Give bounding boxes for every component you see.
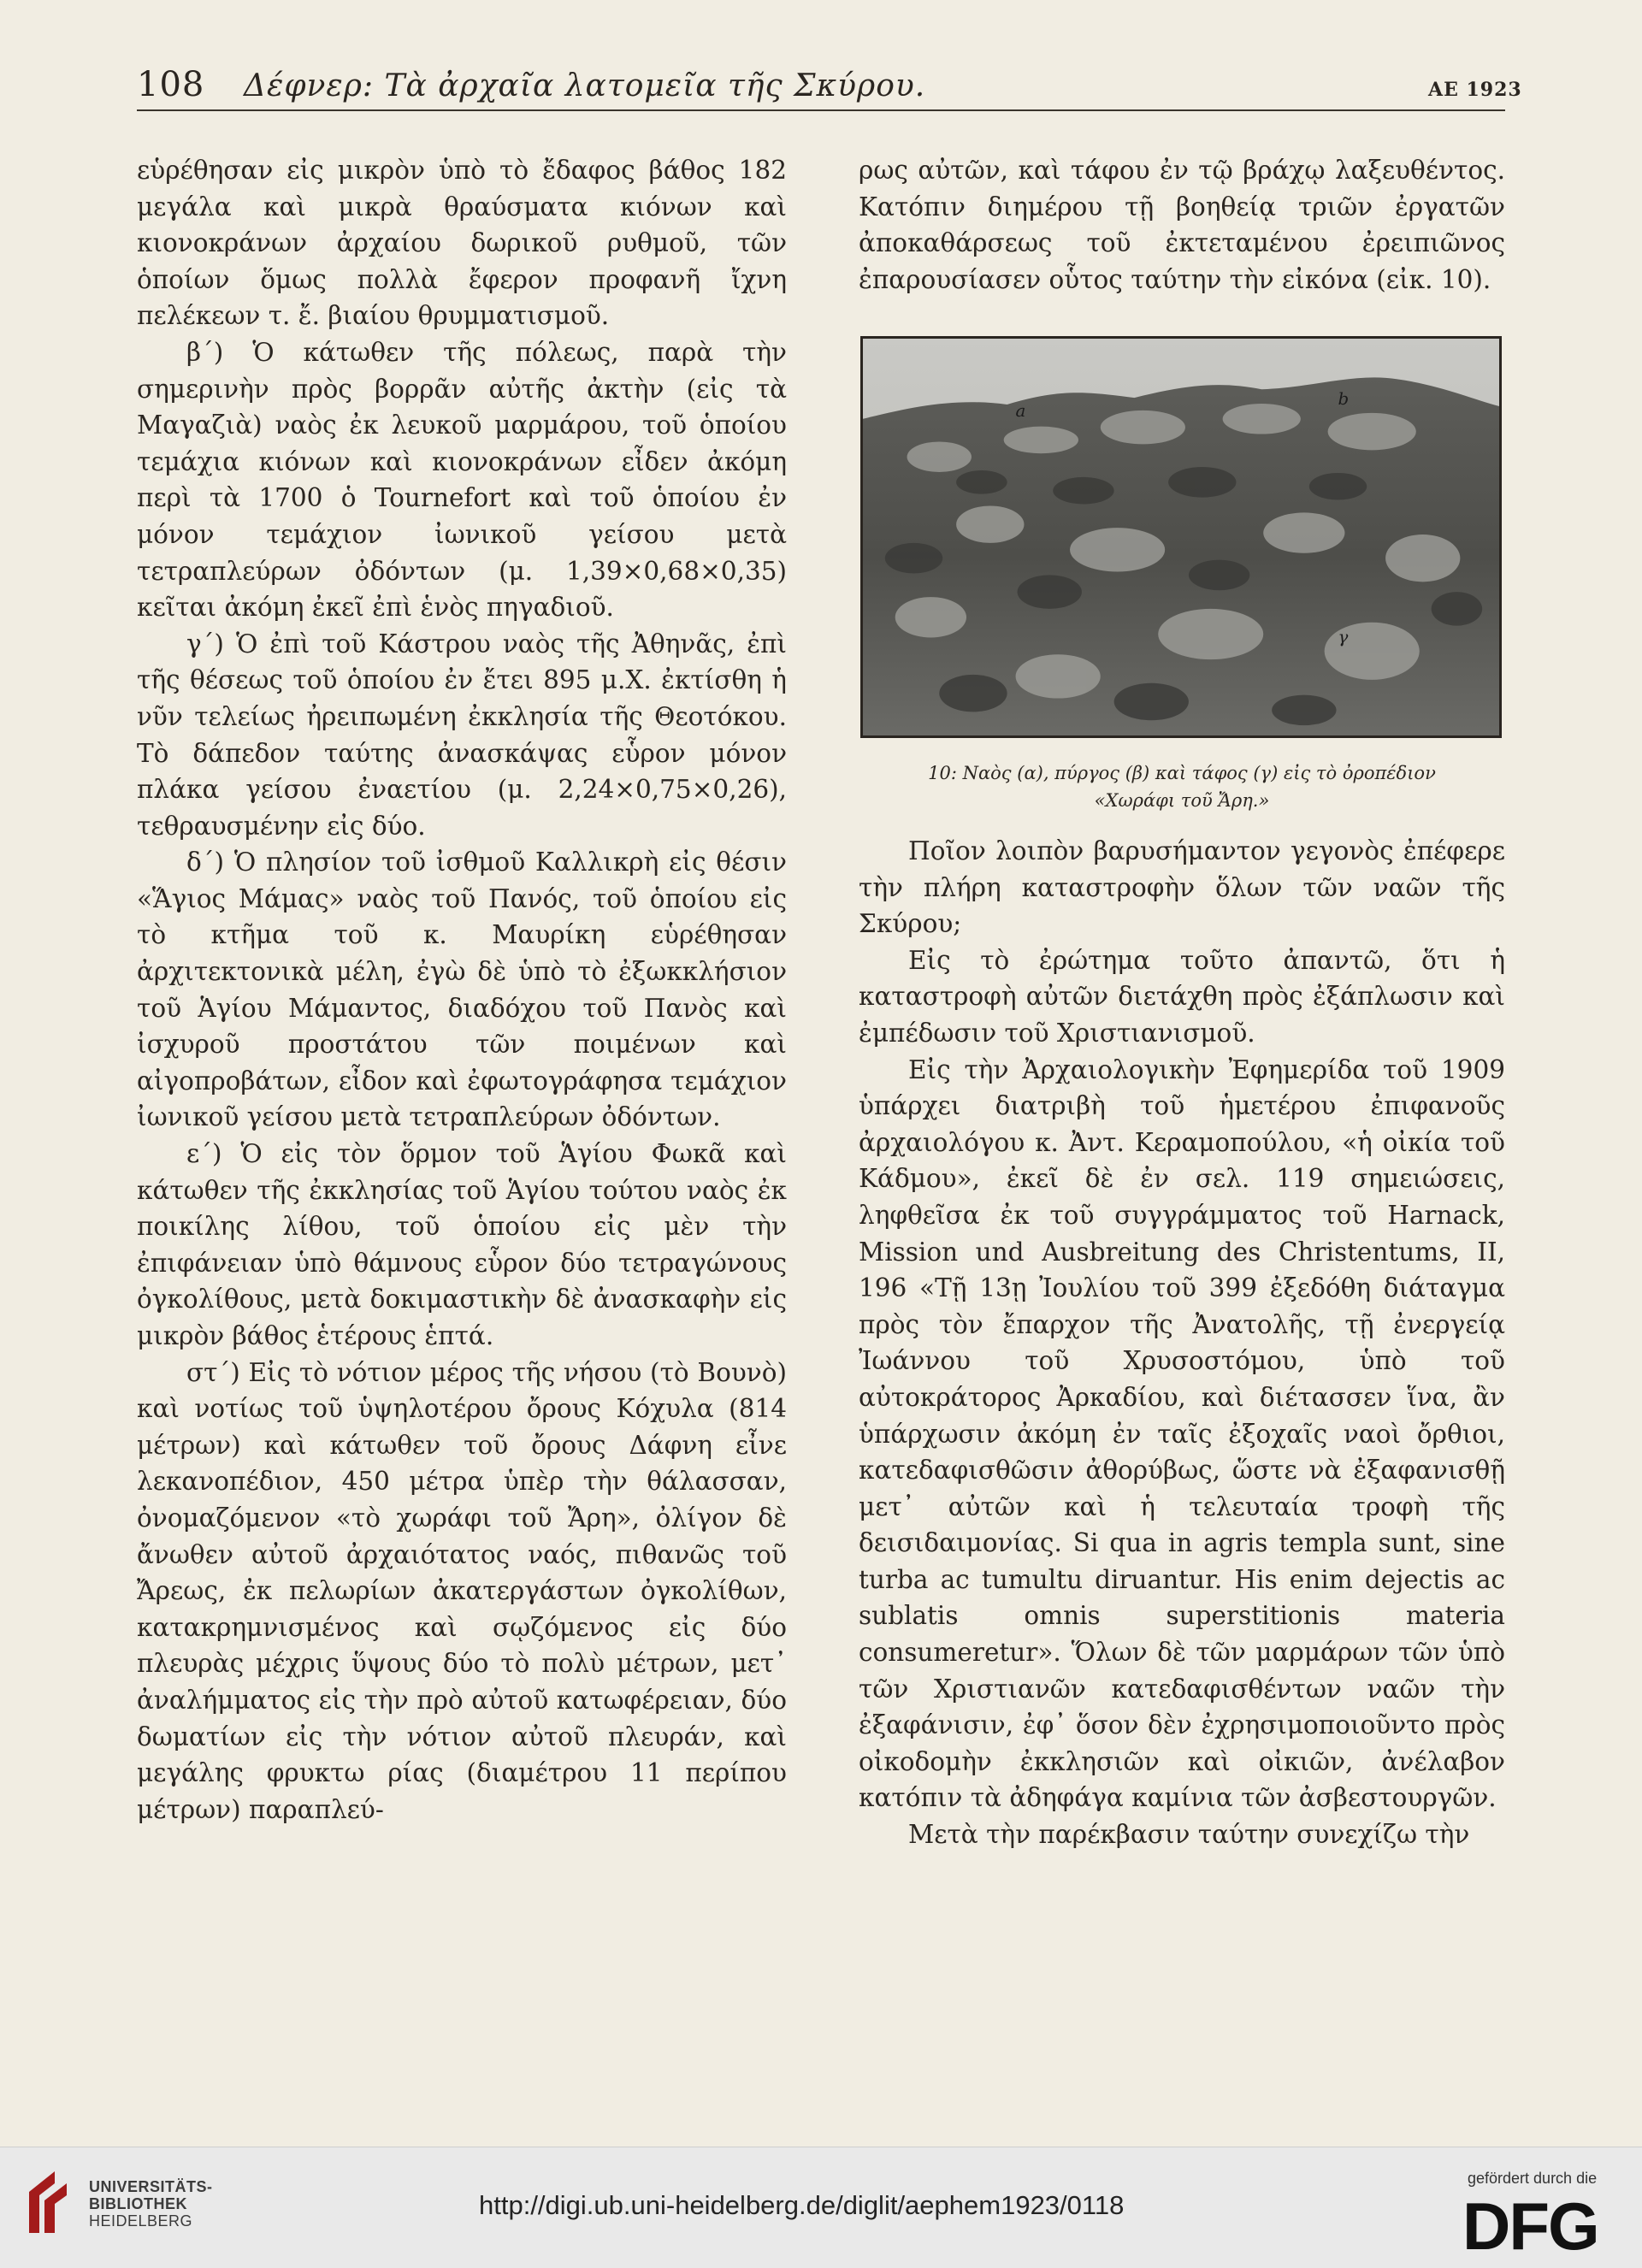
right-column-top: [859, 152, 1505, 298]
paragraph: εὑρέθησαν εἰς μικρὸν ὑπὸ τὸ ἔδαφος βάθος 182 μεγάλα καὶ μικρὰ θραύσματα κιόνων καὶ κιονοκράνων ἀρχαίου δωρικοῦ ρυθμοῦ, τῶν ὁποίων ὅμως πολλὰ ἔφερον προφανῆ ἴχνη πελέκεων τ. ἔ. βιαίου θρυμματισμοῦ.: [137, 156, 787, 331]
paragraph: Μετὰ τὴν παρέκβασιν ταύτην συνεχίζω τὴν: [908, 1820, 1470, 1850]
paragraph: Εἰς τὸ ἐρώτημα τοῦτο ἀπαντῶ, ὅτι ἡ καταστροφὴ αὐτῶν διετάχθη πρὸς ἐξάπλωσιν καὶ ἐμπέδωσιν τοῦ Χριστιανισμοῦ.: [859, 945, 1505, 1048]
figure-label-b: b: [1338, 389, 1350, 409]
dfg-logo: DFG: [1462, 2188, 1598, 2264]
paragraph: ρως αὐτῶν, καὶ τάφου ἐν τῷ βράχῳ λαξευθέντος. Κατόπιν διημέρου τῇ βοηθείᾳ τριῶν ἐργατῶν ἀποκαθάρσεως τοῦ ἐκτεταμένου ἐρειπιῶνος ἐπαρουσίασεν οὗτος ταύτην τὴν εἰκόνα (εἰκ. 10).: [859, 156, 1505, 294]
paragraph: δ΄) Ὁ πλησίον τοῦ ἰσθμοῦ Καλλικρὴ εἰς θέσιν «Ἅγιος Μάμας» ναὸς τοῦ Πανός, τοῦ ὁποίου εἰς τὸ κτῆμα τοῦ κ. Μαυρίκη εὑρέθησαν ἀρχιτεκτονικὰ μέλη, ἐγὼ δὲ ὑπὸ τὸ ἐξωκκλήσιον τοῦ Ἁγίου Μάμαντος, διαδόχου τοῦ Πανὸς καὶ ἰσχυροῦ προστάτου τῶν ποιμένων καὶ αἰγοπροβάτων, εἶδον καὶ ἐφωτογράφησα τεμάχιον ἰωνικοῦ γείσου μετὰ τετραπλεύρων ὀδόντων.: [137, 848, 787, 1132]
paragraph: Εἰς τὴν Ἀρχαιολογικὴν Ἐφημερίδα τοῦ 1909 ὑπάρχει διατριβὴ τοῦ ἡμετέρου ἐπιφανοῦς ἀρχαιολόγου κ. Ἀντ. Κεραμοπούλου, «ἡ οἰκία τοῦ Κάδμου», ἐκεῖ δὲ ἐν σελ. 119 σημειώσεις, ληφθεῖσα ἐκ τοῦ συγγράμματος τοῦ Harnack, Mission und Ausbreitung des Christentums, II, 196 «Τῇ 13ῃ Ἰουλίου τοῦ 399 ἐξεδόθη διάταγμα πρὸς τὸν ἔπαρχον τῆς Ἀνατολῆς, τῇ ἐνεργείᾳ Ἰωάννου τοῦ Χρυσοστόμου, ὑπὸ τοῦ αὐτοκράτορος Ἀρκαδίου, καὶ διέτασσεν ἵνα, ἂν ὑπάρχωσιν ἀκόμη ἐν ταῖς ἐξοχαῖς ναοὶ ὄρθιοι, κατεδαφισθῶσιν ἀθορύβως, ὥστε νὰ ἐξαφανισθῇ μετ᾽ αὐτῶν καὶ ἡ τελευταία τροφὴ τῆς δεισιδαιμονίας. Si qua in agris templa sunt, sine turba ac tumultu diruantur. His enim dejectis ac sublatis omnis superstitionis materia consumeretur». Ὅλων δὲ τῶν μαρμάρων τῶν ὑπὸ τῶν Χριστιανῶν κατεδαφισθέντων ναῶν τὴν ἐξαφάνισιν, ἐφ᾽ ὅσον δὲν ἐχρησιμοποιοῦντο πρὸς οἰκοδομὴν ἐκκλησιῶν καὶ οἰκιῶν, ἀνέλαβον κατόπιν τὰ ἀδηφάγα καμίνια τῶν ἀσβεστουργῶν.: [859, 1054, 1505, 1813]
left-column: [137, 152, 787, 1828]
funding-label: gefördert durch die: [1468, 2170, 1598, 2187]
paragraph: Ποῖον λοιπὸν βαρυσήμαντον γεγονὸς ἐπέφερε τὴν πλήρη καταστροφὴν ὅλων τῶν ναῶν τῆς Σκύρου;: [859, 836, 1505, 939]
running-title: Δέφνερ: Τὰ ἀρχαῖα λατομεῖα τῆς Σκύρου.: [244, 68, 926, 103]
university-library-name: UNIVERSITÄTS- BIBLIOTHEK HEIDELBERG: [89, 2178, 213, 2230]
journal-tag: ΑΕ 1923: [1428, 79, 1522, 101]
figure-photograph: [860, 336, 1502, 738]
paragraph: στ΄) Εἰς τὸ νότιον μέρος τῆς νήσου (τὸ Βουνὸ) καὶ νοτίως τοῦ ὑψηλοτέρου ὄρους Κόχυλα (814 μέτρων) καὶ κάτωθεν τοῦ ὄρους Δάφνη εἶνε λεκανοπέδιον, 450 μέτρα ὑπὲρ τὴν θάλασσαν, ὀνομαζόμενον «τὸ χωράφι τοῦ Ἄρη», ὀλίγον δὲ ἄνωθεν αὐτοῦ ἀρχαιότατος ναός, πιθανῶς τοῦ Ἄρεως, ἐκ πελωρίων ἀκατεργάστων ὀγκολίθων, κατακρημνισμένος καὶ σῳζόμενος εἰς δύο πλευρὰς μέχρις ὕψους δύο τὸ πολὺ μέτρων, μετ᾽ ἀναλήμματος εἰς τὴν πρὸ αὐτοῦ κατωφέρειαν, δύο δωματίων εἰς τὴν νότιον αὐτοῦ πλευράν, καὶ μεγάλης φρυκτω ρίας (διαμέτρου 11 περίπου μέτρων) παραπλεύ-: [137, 1357, 787, 1824]
paragraph: β΄) Ὁ κάτωθεν τῆς πόλεως, παρὰ τὴν σημερινὴν πρὸς βορρᾶν αὐτῆς ἀκτὴν (εἰς τὰ Μαγαζιὰ) ναὸς ἐκ λευκοῦ μαρμάρου, τοῦ ὁποίου τεμάχια κιόνων καὶ κιονοκράνων εἶδεν ἀκόμη περὶ τὰ 1700 ὁ Tournefort καὶ τοῦ ὁποίου ἐν μόνον τεμάχιον ἰωνικοῦ γείσου μετὰ τετραπλεύρων ὀδόντων (μ. 1,39×0,68×0,35) κεῖται ἀκόμη ἐκεῖ ἐπὶ ἑνὸς πηγαδιοῦ.: [137, 337, 787, 623]
university-library-logo-icon: [21, 2166, 75, 2238]
permalink-url[interactable]: http://digi.ub.uni-heidelberg.de/diglit/aephem1923/0118: [479, 2190, 1125, 2220]
paragraph: ε΄) Ὁ εἰς τὸν ὅρμον τοῦ Ἁγίου Φωκᾶ καὶ κάτωθεν τῆς ἐκκλησίας τοῦ Ἁγίου τούτου ναὸς ἐκ ποικίλης λίθου, τοῦ ὁποίου εἰς μὲν τὴν ἐπιφάνειαν ὑπὸ θάμνους εὗρον δύο τετραγώνους ὀγκολίθους, μετὰ δοκιμαστικὴν δὲ ἀνασκαφὴν εἰς μικρὸν βάθος ἑτέρους ἑπτά.: [137, 1139, 787, 1350]
rocky-hillside-photo: [863, 339, 1499, 735]
figure-caption: [859, 759, 1505, 814]
figure-label-c: γ: [1338, 627, 1349, 647]
caption-line: «Χωράφι τοῦ Ἄρη.»: [1094, 790, 1270, 811]
page-number: 108: [137, 65, 205, 104]
paragraph: γ΄) Ὁ ἐπὶ τοῦ Κάστρου ναὸς τῆς Ἀθηνᾶς, ἐπὶ τῆς θέσεως τοῦ ὁποίου ἐν ἔτει 895 μ.Χ. ἐκτίσθη ἡ νῦν τελείως ἠρειπωμένη ἐκκλησία τῆς Θεοτόκου. Τὸ δάπεδον ταύτης ἀνασκάψας εὗρον μόνον πλάκα γείσου ἐναετίου (μ. 2,24×0,75×0,26), τεθραυσμένην εἰς δύο.: [137, 629, 787, 841]
figure-label-a: a: [1015, 400, 1026, 421]
caption-line: 10: Ναὸς (α), πύργος (β) καὶ τάφος (γ) εἰς τὸ ὀροπέδιον: [928, 763, 1436, 783]
viewer-footer: [0, 2147, 1642, 2268]
right-column-bottom: [859, 833, 1505, 1853]
header-rule: [137, 109, 1505, 111]
